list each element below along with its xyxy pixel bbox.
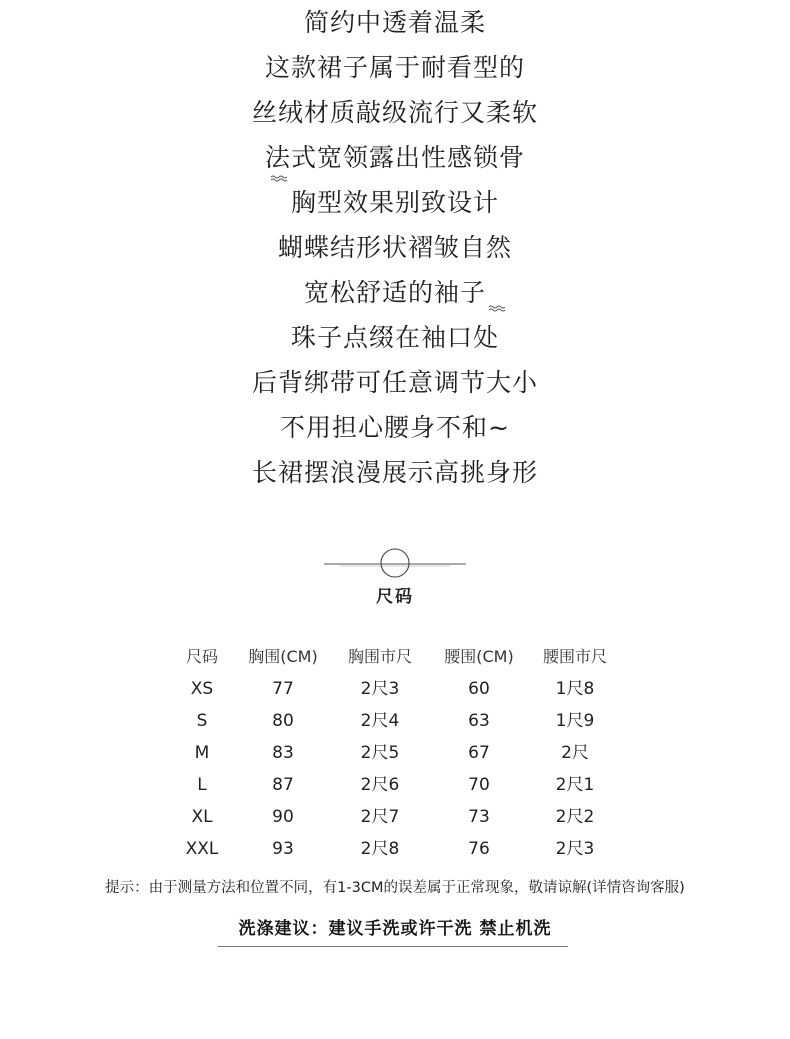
measurement-note: 提示：由于测量方法和位置不同，有1-3CM的误差属于正常现象，敬请谅解(详情咨询客服) xyxy=(105,880,685,896)
waist-cm-cell: 67 xyxy=(468,743,490,763)
bust-chi-cell: 2尺4 xyxy=(360,711,400,731)
header-bust-chi: 胸围市尺 xyxy=(347,647,412,666)
header-bust-cm: 胸围(CM) xyxy=(248,647,318,666)
size-cell: XS xyxy=(190,679,214,699)
bust-cm-cell: 87 xyxy=(272,775,294,795)
bust-cm-cell: 90 xyxy=(272,807,294,827)
wash-advice: 洗涤建议：建议手洗或许干洗 禁止机洗 xyxy=(238,919,552,939)
circle-divider-icon xyxy=(320,545,470,581)
bust-chi-cell: 2尺5 xyxy=(360,743,400,763)
size-cell: L xyxy=(197,775,207,795)
bust-cm-cell: 93 xyxy=(272,839,294,859)
table-row xyxy=(0,833,790,865)
description-line-4: 法式宽领露出性感锁骨 xyxy=(264,143,525,172)
waist-chi-cell: 2尺3 xyxy=(555,839,595,859)
size-section-title: 尺码 xyxy=(376,587,414,607)
waist-chi-cell: 1尺9 xyxy=(555,711,595,731)
size-cell: M xyxy=(194,743,210,763)
bust-chi-cell: 2尺3 xyxy=(360,679,400,699)
waist-cm-cell: 70 xyxy=(468,775,490,795)
table-row xyxy=(0,705,790,737)
description-line-8: 珠子点缀在袖口处 xyxy=(290,323,499,352)
size-cell: S xyxy=(196,711,208,731)
table-row xyxy=(0,737,790,769)
bust-chi-cell: 2尺6 xyxy=(360,775,400,795)
description-line-1: 简约中透着温柔 xyxy=(303,8,486,37)
description-line-11: 长裙摆浪漫展示高挑身形 xyxy=(251,458,538,487)
table-row xyxy=(0,801,790,833)
description-line-10: 不用担心腰身不和~ xyxy=(280,413,510,442)
bust-cm-cell: 77 xyxy=(272,679,294,699)
description-line-5: 胸型效果别致设计 xyxy=(290,188,499,217)
header-size: 尺码 xyxy=(185,647,218,666)
description-line-7: 宽松舒适的袖子 xyxy=(303,278,486,307)
size-cell: XXL xyxy=(185,839,219,859)
size-cell: XL xyxy=(191,807,213,827)
table-row xyxy=(0,673,790,705)
waist-cm-cell: 76 xyxy=(468,839,490,859)
wave-ornament-icon xyxy=(270,175,288,183)
wash-underline xyxy=(218,946,568,947)
description-line-2: 这款裙子属于耐看型的 xyxy=(264,53,525,82)
bust-cm-cell: 83 xyxy=(272,743,294,763)
waist-cm-cell: 60 xyxy=(468,679,490,699)
header-waist-chi: 腰围市尺 xyxy=(542,647,607,666)
waist-chi-cell: 1尺8 xyxy=(555,679,595,699)
size-table-header xyxy=(0,641,790,673)
waist-cm-cell: 73 xyxy=(468,807,490,827)
table-row xyxy=(0,769,790,801)
wave-ornament-icon xyxy=(488,305,506,313)
waist-chi-cell: 2尺1 xyxy=(555,775,595,795)
waist-chi-cell: 2尺2 xyxy=(555,807,595,827)
waist-chi-cell: 2尺 xyxy=(561,743,589,763)
description-line-9: 后背绑带可任意调节大小 xyxy=(251,368,538,397)
description-line-6: 蝴蝶结形状褶皱自然 xyxy=(277,233,512,262)
description-line-3: 丝绒材质敲级流行又柔软 xyxy=(251,98,538,127)
bust-chi-cell: 2尺8 xyxy=(360,839,400,859)
header-waist-cm: 腰围(CM) xyxy=(444,647,514,666)
waist-cm-cell: 63 xyxy=(468,711,490,731)
bust-chi-cell: 2尺7 xyxy=(360,807,400,827)
bust-cm-cell: 80 xyxy=(272,711,294,731)
